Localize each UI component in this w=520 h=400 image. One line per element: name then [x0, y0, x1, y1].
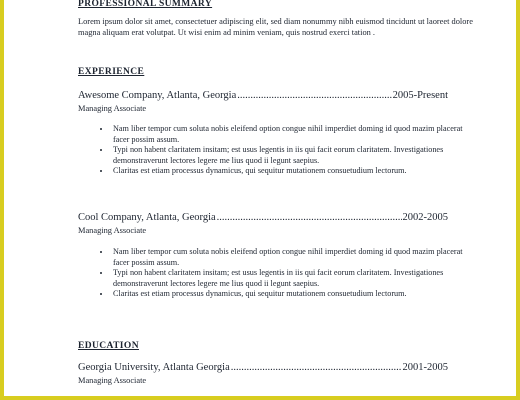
dotted-leader [217, 212, 402, 223]
job-company: Cool Company, Atlanta, Georgia [78, 212, 216, 223]
job-header [78, 90, 448, 102]
bullet-item: • Nam liber tempor cum soluta nobis eleifend option congue nihil imperdiet doming id quod mazim placerat facer possim assum. [111, 124, 471, 145]
bullet-item: • Typi non habent claritatem insitam; est usus legentis in iis qui facit eorum claritatem. Investigationes demonstraverunt lectores legere me lius quod ii legunt saepius. [111, 268, 471, 289]
job-role: Managing Associate [78, 104, 147, 113]
job-dates: 2002-2005 [402, 212, 448, 223]
job-dates: 2005-Present [392, 90, 448, 101]
section-title-summary: PROFESSIONAL SUMMARY [78, 0, 213, 9]
education-header [78, 362, 448, 374]
education-school: Georgia University, Atlanta Georgia [78, 362, 230, 373]
section-title-education: EDUCATION [78, 341, 139, 351]
job-bullets [96, 247, 471, 300]
job-company: Awesome Company, Atlanta, Georgia [78, 90, 237, 101]
summary-text: Lorem ipsum dolor sit amet, consectetuer adipiscing elit, sed diam nonummy nibh euismod tincidunt ut laoreet dolore magna aliquam erat volutpat. Ut wisi enim ad minim veniam, quis nostrud exerci tation . [78, 17, 473, 37]
bullet-item: • Nam liber tempor cum soluta nobis eleifend option congue nihil imperdiet doming id quod mazim placerat facer possim assum. [111, 247, 471, 268]
section-title-experience: EXPERIENCE [78, 67, 145, 77]
bullet-item: • Claritas est etiam processus dynamicus, qui sequitur mutationem consuetudium lectorum. [111, 289, 471, 300]
dotted-leader [231, 362, 402, 373]
bullet-item: • Typi non habent claritatem insitam; est usus legentis in iis qui facit eorum claritatem. Investigationes demonstraverunt lectores legere me lius quod ii legunt saepius. [111, 145, 471, 166]
bullet-item: • Claritas est etiam processus dynamicus, qui sequitur mutationem consuetudium lectorum. [111, 166, 471, 177]
job-header [78, 212, 448, 224]
education-role: Managing Associate [78, 376, 147, 385]
education-dates: 2001-2005 [402, 362, 448, 373]
dotted-leader [237, 90, 391, 101]
resume-page [4, 0, 516, 396]
job-role: Managing Associate [78, 226, 147, 235]
job-bullets [96, 124, 471, 177]
